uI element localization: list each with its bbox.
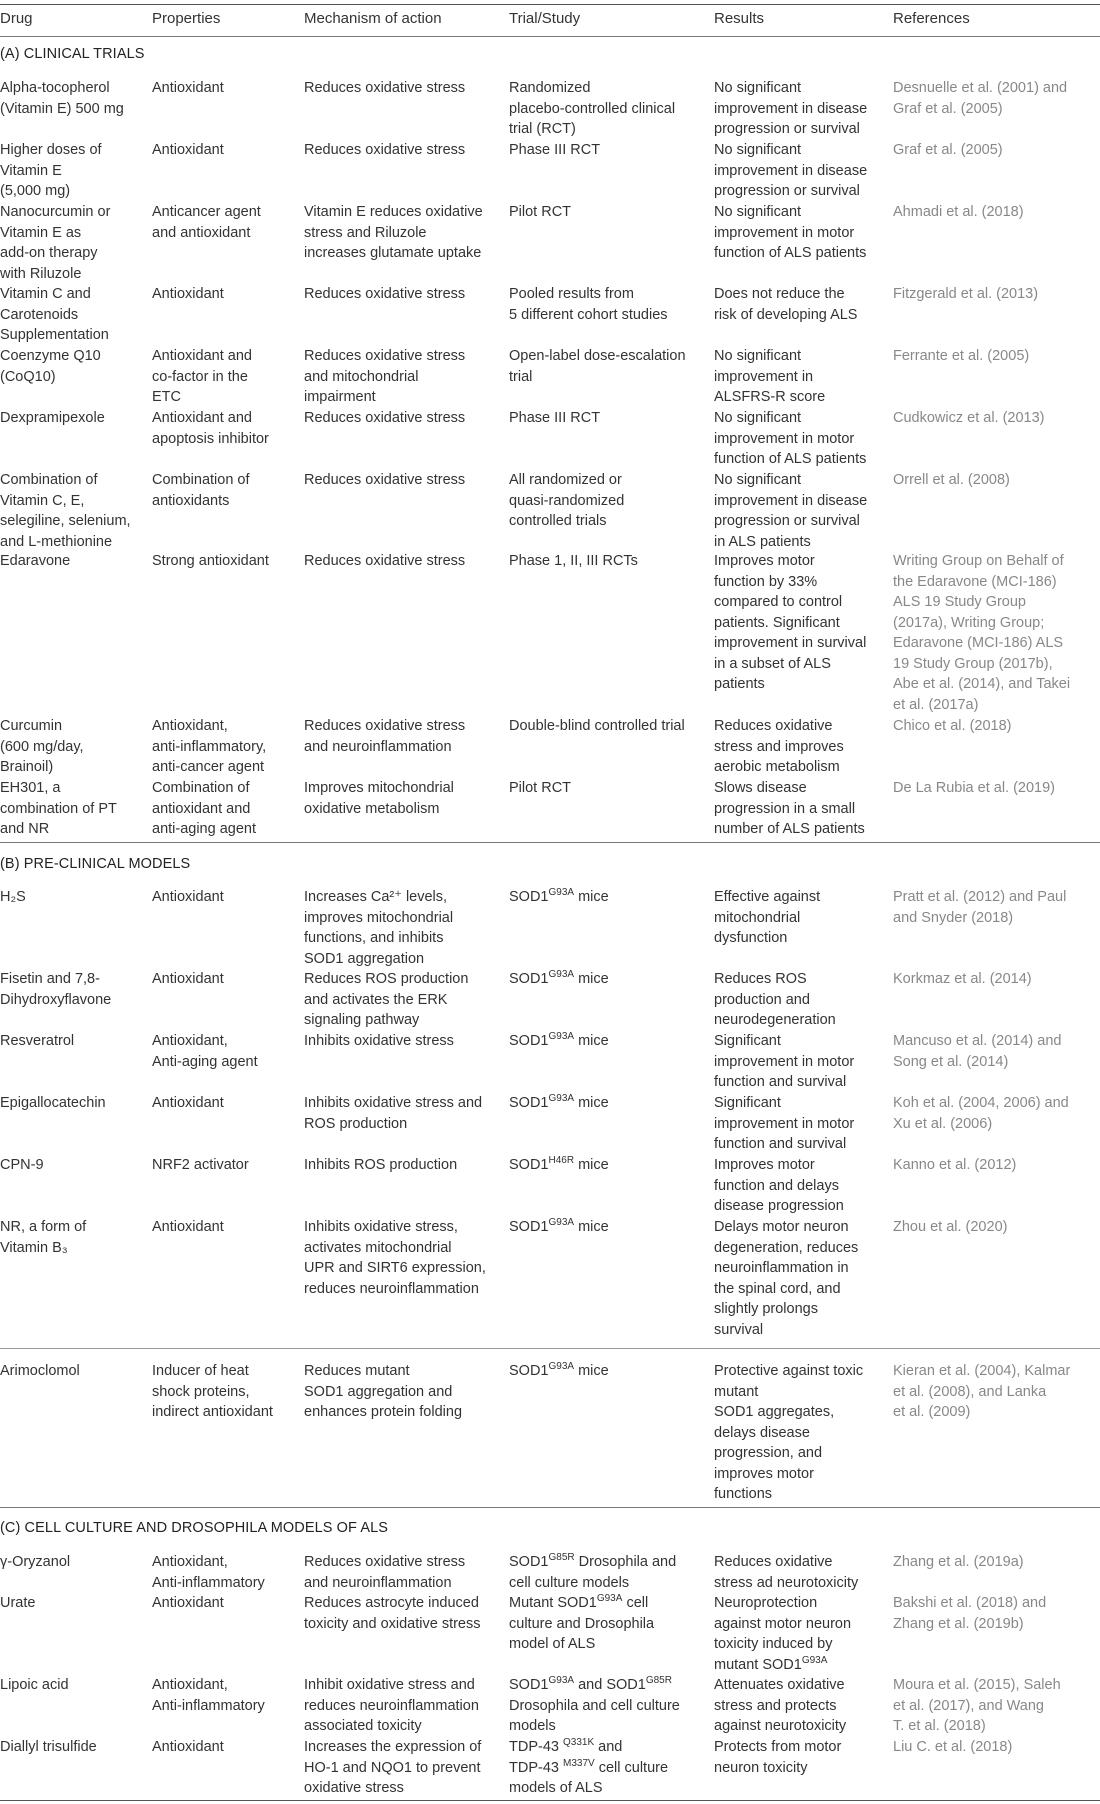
header-references: References [893,10,970,27]
drug-cell: NR, a form of Vitamin B₃ [0,1219,87,1256]
drug-cell: Alpha-tocopherol (Vitamin E) 500 mg [0,80,124,117]
drug-cell: CPN-9 [0,1157,44,1173]
drug-cell: Vitamin C and Carotenoids Supplementation [0,286,109,343]
top-rule [0,4,1100,5]
properties-cell: Antioxidant [152,1095,224,1111]
results-cell: No significant improvement in motor function of ALS patients [714,410,867,467]
mechanism-cell: Reduces oxidative stress [304,472,466,488]
drug-cell: Dexpramipexole [0,410,105,426]
properties-cell: Antioxidant [152,1739,224,1755]
properties-cell: NRF2 activator [152,1157,249,1173]
header-properties: Properties [152,10,221,27]
mechanism-cell: Increases Ca²⁺ levels, improves mitochondrial functions, and inhibits SOD1 aggregation [304,889,454,967]
properties-cell: Antioxidant [152,1219,224,1235]
mechanism-cell: Reduces oxidative stress and neuroinflammation [304,1554,466,1591]
section-title-preclinical: (B) PRE-CLINICAL MODELS [0,856,191,872]
properties-cell: Antioxidant [152,286,224,302]
references-cell: De La Rubia et al. (2019) [893,780,1056,796]
drug-cell: Nanocurcumin or Vitamin E as add-on therapy with Riluzole [0,204,111,282]
drug-cell: Coenzyme Q10 (CoQ10) [0,348,101,385]
drug-cell: Urate [0,1595,36,1611]
results-cell: Reduces oxidative stress ad neurotoxicity [714,1554,859,1591]
results-cell: Reduces oxidative stress and improves aerobic metabolism [714,718,844,775]
references-cell: Koh et al. (2004, 2006) and Xu et al. (2006) [893,1095,1069,1132]
mechanism-cell: Reduces oxidative stress [304,80,466,96]
properties-cell: Antioxidant, Anti-aging agent [152,1033,258,1070]
mechanism-cell: Improves mitochondrial oxidative metabolism [304,780,454,817]
mechanism-cell: Reduces oxidative stress [304,410,466,426]
header-trial: Trial/Study [509,10,581,27]
mechanism-cell: Inhibits ROS production [304,1157,458,1173]
mechanism-cell: Reduces oxidative stress and mitochondrial impairment [304,348,466,405]
references-cell: Kieran et al. (2004), Kalmar et al. (2008), and Lanka et al. (2009) [893,1363,1071,1420]
bottom-rule [0,1800,1100,1801]
properties-cell: Antioxidant [152,142,224,158]
trial-cell: Mutant $SOD1^{G93A}$ cell culture and Drosophila model of ALS [509,1593,655,1652]
drug-cell: H₂S [0,889,26,905]
properties-cell: Antioxidant and apoptosis inhibitor [152,410,269,447]
properties-cell: Inducer of heat shock proteins, indirect antioxidant [152,1363,273,1420]
properties-cell: Antioxidant [152,1595,224,1611]
trial-cell: TDP-43 $^{Q331K}$ and TDP-43 $^{M337V}$ cell culture models of ALS [509,1737,669,1796]
section-title-cell-culture: (C) CELL CULTURE AND DROSOPHILA MODELS OF ALS [0,1520,389,1536]
references-cell: Pratt et al. (2012) and Paul and Snyder (2018) [893,889,1067,926]
drug-cell: Combination of Vitamin C, E, selegiline, selenium, and L-methionine [0,472,131,550]
results-cell: Protective against toxic mutant SOD1 aggregates, delays disease progression, and improves motor functions [714,1363,864,1502]
properties-cell: Antioxidant, Anti-inflammatory [152,1677,265,1714]
references-cell: Writing Group on Behalf of the Edaravone (MCI-186) ALS 19 Study Group (2017a), Writing Group; Edaravone (MCI-186) ALS 19 Study Group (2017b), Abe et al. (2014), and Takei et al. (2017a) [893,553,1071,713]
drug-cell: γ-Oryzanol [0,1554,71,1570]
drug-cell: Epigallocatechin [0,1095,106,1111]
mechanism-cell: Inhibits oxidative stress and ROS production [304,1095,483,1132]
header-results: Results [714,10,765,27]
drug-cell: Arimoclomol [0,1363,80,1379]
trial-cell: Pilot RCT [509,204,572,220]
references-cell: Mancuso et al. (2014) and Song et al. (2014) [893,1033,1062,1070]
references-cell: Orrell et al. (2008) [893,472,1010,488]
drug-cell: Lipoic acid [0,1677,69,1693]
references-cell: Ahmadi et al. (2018) [893,204,1024,220]
results-cell: No significant improvement in disease progression or survival in ALS patients [714,472,868,550]
properties-cell: Strong antioxidant [152,553,269,569]
section-rule [0,1507,1100,1508]
mechanism-cell: Inhibit oxidative stress and reduces neuroinflammation associated toxicity [304,1677,479,1734]
header-mechanism: Mechanism of action [304,10,442,27]
references-cell: Kanno et al. (2012) [893,1157,1017,1173]
trial-cell: All randomized or quasi-randomized controlled trials [509,472,625,529]
trial-cell: Phase III RCT [509,142,601,158]
mechanism-cell: Reduces oxidative stress [304,142,466,158]
mechanism-cell: Reduces oxidative stress [304,286,466,302]
row-divider [0,1348,1100,1349]
drug-cell: Higher doses of Vitamin E (5,000 mg) [0,142,102,199]
trial-cell: $SOD1^{G93A}$ mice [509,887,609,905]
trial-cell: $SOD1^{G93A}$ mice [509,1093,609,1111]
mechanism-cell: Reduces oxidative stress [304,553,466,569]
references-cell: Chico et al. (2018) [893,718,1012,734]
properties-cell: Antioxidant and co-factor in the ETC [152,348,252,405]
drug-cell: Diallyl trisulfide [0,1739,97,1755]
drug-cell: Curcumin (600 mg/day, Brainoil) [0,718,84,775]
results-cell: Slows disease progression in a small number of ALS patients [714,780,865,837]
properties-cell: Combination of antioxidant and anti-aging agent [152,780,256,837]
properties-cell: Antioxidant [152,971,224,987]
results-cell: No significant improvement in disease progression or survival [714,142,868,199]
drug-cell: Resveratrol [0,1033,75,1049]
trial-cell: Pooled results from 5 different cohort studies [509,286,668,323]
mechanism-cell: Inhibits oxidative stress, activates mitochondrial UPR and SIRT6 expression, reduces neuroinflammation [304,1219,486,1297]
references-cell: Korkmaz et al. (2014) [893,971,1032,987]
results-cell: No significant improvement in motor function of ALS patients [714,204,867,261]
references-cell: Moura et al. (2015), Saleh et al. (2017), and Wang T. et al. (2018) [893,1677,1061,1734]
mechanism-cell: Reduces astrocyte induced toxicity and oxidative stress [304,1595,481,1632]
references-cell: Ferrante et al. (2005) [893,348,1030,364]
references-cell: Bakshi et al. (2018) and Zhang et al. (2019b) [893,1595,1047,1632]
results-cell: Significant improvement in motor function and survival [714,1033,855,1090]
references-cell: Zhou et al. (2020) [893,1219,1008,1235]
mechanism-cell: Inhibits oxidative stress [304,1033,454,1049]
references-cell: Graf et al. (2005) [893,142,1003,158]
results-cell: No significant improvement in disease progression or survival [714,80,868,137]
mechanism-cell: Reduces mutant SOD1 aggregation and enhances protein folding [304,1363,463,1420]
references-cell: Liu C. et al. (2018) [893,1739,1013,1755]
trial-cell: Pilot RCT [509,780,572,796]
trial-cell: $SOD1^{G93A}$ mice [509,1031,609,1049]
results-cell: Neuroprotection against motor neuron toxicity induced by mutant $SOD1^{G93A}$ [714,1595,852,1673]
references-cell: Zhang et al. (2019a) [893,1554,1024,1570]
trial-cell: Phase 1, II, III RCTs [509,553,638,569]
properties-cell: Combination of antioxidants [152,472,250,509]
results-cell: Attenuates oxidative stress and protects against neurotoxicity [714,1677,847,1734]
properties-cell: Antioxidant [152,889,224,905]
header-drug: Drug [0,10,33,27]
trial-cell: $SOD1^{G93A}$ and $SOD1^{G85R}$ Drosophila and cell culture models [509,1675,680,1734]
results-cell: Protects from motor neuron toxicity [714,1739,842,1776]
trial-cell: $SOD1^{G93A}$ mice [509,1361,609,1379]
results-cell: Reduces ROS production and neurodegeneration [714,971,836,1028]
properties-cell: Antioxidant, anti-inflammatory, anti-cancer agent [152,718,267,775]
results-cell: Effective against mitochondrial dysfunction [714,889,821,946]
results-cell: No significant improvement in ALSFRS-R score [714,348,826,405]
references-cell: Desnuelle et al. (2001) and Graf et al. (2005) [893,80,1068,117]
properties-cell: Antioxidant [152,80,224,96]
section-rule [0,842,1100,843]
trial-cell: $SOD1^{G85R}$ Drosophila and cell culture models [509,1552,677,1591]
references-cell: Cudkowicz et al. (2013) [893,410,1045,426]
trial-cell: $SOD1^{G93A}$ mice [509,1217,609,1235]
trial-cell: $SOD1^{G93A}$ mice [509,969,609,987]
mechanism-cell: Vitamin E reduces oxidative stress and Riluzole increases glutamate uptake [304,204,483,261]
trial-cell: Double-blind controlled trial [509,718,685,734]
results-cell: Improves motor function and delays disease progression [714,1157,844,1214]
properties-cell: Antioxidant, Anti-inflammatory [152,1554,265,1591]
results-cell: Improves motor function by 33% compared to control patients. Significant improvement in survival in a subset of ALS patients [714,553,867,692]
results-cell: Significant improvement in motor function and survival [714,1095,855,1152]
results-cell: Does not reduce the risk of developing ALS [714,286,858,323]
trial-cell: $SOD1^{H46R}$ mice [509,1155,609,1173]
trial-cell: Open-label dose-escalation trial [509,348,686,385]
properties-cell: Anticancer agent and antioxidant [152,204,261,241]
mechanism-cell: Reduces ROS production and activates the ERK signaling pathway [304,971,469,1028]
references-cell: Fitzgerald et al. (2013) [893,286,1039,302]
section-title-clinical: (A) CLINICAL TRIALS [0,46,145,62]
trial-cell: Phase III RCT [509,410,601,426]
drug-cell: Edaravone [0,553,71,569]
header-rule [0,36,1100,37]
drug-cell: Fisetin and 7,8- Dihydroxyflavone [0,971,112,1008]
trial-cell: Randomized placebo-controlled clinical trial (RCT) [509,80,676,137]
drug-cell: EH301, a combination of PT and NR [0,780,117,837]
mechanism-cell: Increases the expression of HO-1 and NQO1 to prevent oxidative stress [304,1739,482,1796]
results-cell: Delays motor neuron degeneration, reduces neuroinflammation in the spinal cord, and slightly prolongs survival [714,1219,859,1338]
mechanism-cell: Reduces oxidative stress and neuroinflammation [304,718,466,755]
